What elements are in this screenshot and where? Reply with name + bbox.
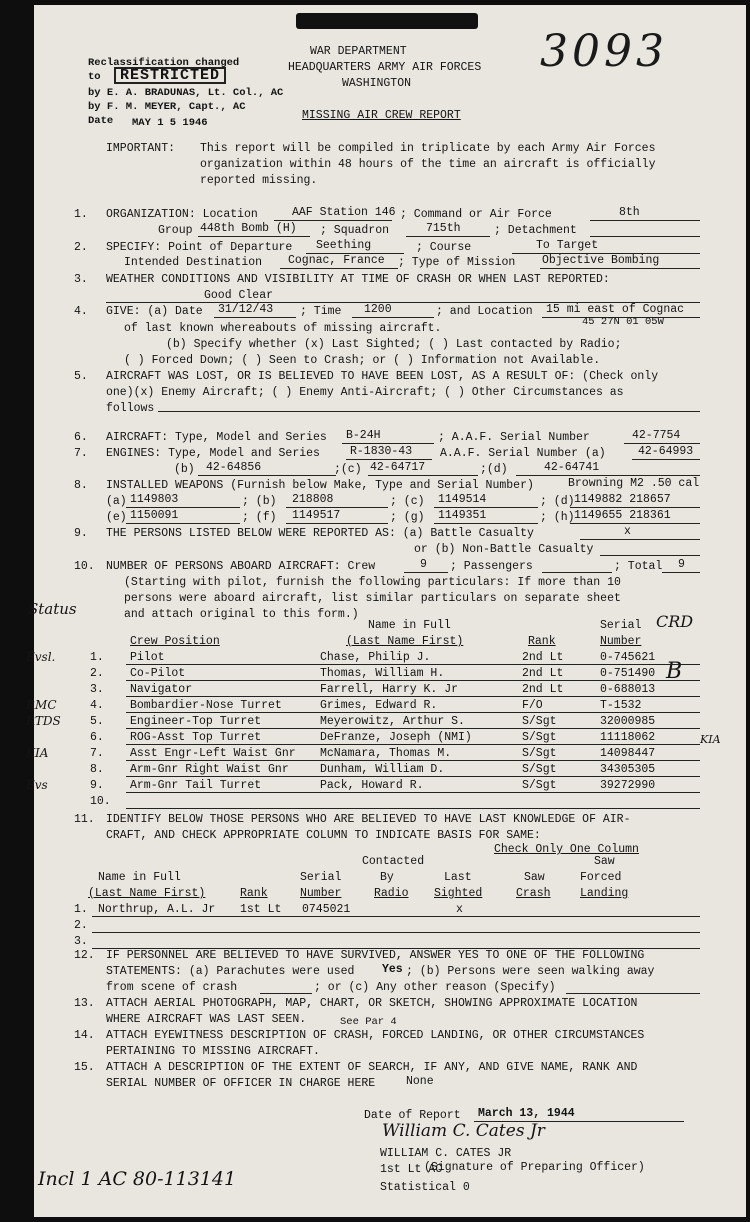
org-group: 448th Bomb (H) xyxy=(200,222,297,235)
crew-row-num: 3. xyxy=(90,683,104,696)
crew-row-rule xyxy=(126,744,700,745)
item-6-num: 6. xyxy=(74,431,88,444)
engine-serial-c: 42-64717 xyxy=(370,461,426,474)
item-13-line-1: ATTACH AERIAL PHOTOGRAPH, MAP, CHART, OR SKETCH, SHOWING APPROXIMATE LOCATION xyxy=(106,997,638,1010)
item-4-date-label: GIVE: (a) Date xyxy=(106,305,203,318)
battle-casualty-mark: x xyxy=(624,525,631,538)
item-14-num: 14. xyxy=(74,1029,95,1042)
crew-name: Farrell, Harry K. Jr xyxy=(320,683,459,696)
witness-head-name-1: Name in Full xyxy=(98,871,181,884)
crew-name: Pack, Howard R. xyxy=(320,779,424,792)
crew-status: Evsl. xyxy=(26,650,56,664)
crew-head-name-1: Name in Full xyxy=(368,619,451,632)
item-10-total-label: ; Total xyxy=(614,560,663,573)
witness-serial: 0745021 xyxy=(302,903,351,916)
crew-row-rule xyxy=(126,680,700,681)
crew-row-rule xyxy=(126,664,700,665)
officer-signature: William C. Cates Jr xyxy=(382,1121,545,1141)
weapon-serial-f: 1149517 xyxy=(292,509,341,522)
witness-row-num: 1. xyxy=(74,903,88,916)
crew-status: RMC xyxy=(26,698,57,712)
important-line-2: organization within 48 hours of the time an aircraft is officially xyxy=(200,158,656,171)
missing-coords: 45 27N 01 05W xyxy=(582,316,664,328)
item-11-line-1: IDENTIFY BELOW THOSE PERSONS WHO ARE BELIEVED TO HAVE LAST KNOWLEDGE OF AIR- xyxy=(106,813,631,826)
date-of-report-label: Date of Report xyxy=(364,1109,461,1122)
crew-position: Engineer-Top Turret xyxy=(130,715,262,728)
crew-row-num: 9. xyxy=(90,779,104,792)
item-13-line-2: WHERE AIRCRAFT WAS LAST SEEN. xyxy=(106,1013,307,1026)
weapon-label-a: (a) xyxy=(106,495,127,508)
item-11-num: 11. xyxy=(74,813,95,826)
item-4-line-2: of last known whereabouts of missing aircraft. xyxy=(124,322,442,335)
witness-row-num: 2. xyxy=(74,919,88,932)
witness-row-rule xyxy=(92,916,700,917)
witness-head-contacted-2: By xyxy=(380,871,394,884)
weapon-label-b: ; (b) xyxy=(242,495,277,508)
witness-head-last-1: Last xyxy=(444,871,472,884)
item-4-time-label: ; Time xyxy=(300,305,342,318)
witness-row-rule xyxy=(92,932,700,933)
crew-rank: 2nd Lt xyxy=(522,667,564,680)
signature-label: (Signature of Preparing Officer) xyxy=(424,1161,645,1174)
see-par-4: See Par 4 xyxy=(340,1016,397,1028)
weapon-serial-d: 1149882 218657 xyxy=(574,493,671,506)
crew-rank: F/O xyxy=(522,699,543,712)
engine-serial-d: 42-64741 xyxy=(544,461,600,474)
crew-rank: 2nd Lt xyxy=(522,651,564,664)
witness-head-forced-3: Landing xyxy=(580,887,629,900)
crew-head-rank: Rank xyxy=(528,635,556,648)
item-4-location-label: ; and Location xyxy=(436,305,533,318)
item-1-squadron-label: ; Squadron xyxy=(320,224,390,237)
item-11-line-2: CRAFT, AND CHECK APPROPRIATE COLUMN TO INDICATE BASIS FOR SAME: xyxy=(106,829,541,842)
crew-serial: 32000985 xyxy=(600,715,656,728)
item-9-line-2: or (b) Non-Battle Casualty xyxy=(414,543,594,556)
item-3-label: WEATHER CONDITIONS AND VISIBILITY AT TIME OF CRASH OR WHEN LAST REPORTED: xyxy=(106,273,610,286)
item-6-serial-label: ; A.A.F. Serial Number xyxy=(438,431,590,444)
item-5-num: 5. xyxy=(74,370,88,383)
weapon-label-c: ; (c) xyxy=(390,495,425,508)
crew-serial: 39272990 xyxy=(600,779,656,792)
crew-serial: 34305305 xyxy=(600,763,656,776)
item-12-num: 12. xyxy=(74,949,95,962)
crew-rank: S/Sgt xyxy=(522,715,557,728)
item-5-line-2: one)(x) Enemy Aircraft; ( ) Enemy Anti-Aircraft; ( ) Other Circumstances as xyxy=(106,386,624,399)
restricted-stamp: RESTRICTED xyxy=(114,67,226,84)
crew-rank: S/Sgt xyxy=(522,763,557,776)
weapon-label-h: ; (h) xyxy=(540,511,575,524)
crew-position: Navigator xyxy=(130,683,193,696)
crew-row-num: 6. xyxy=(90,731,104,744)
item-10-num: 10. xyxy=(74,560,95,573)
witness-head-saw-2: Crash xyxy=(516,887,551,900)
crew-status: KIA xyxy=(26,746,49,760)
engine-d-label: ;(d) xyxy=(480,463,508,476)
crew-serial: 14098447 xyxy=(600,747,656,760)
org-command: 8th xyxy=(619,206,640,219)
item-1-detachment-label: ; Detachment xyxy=(494,224,577,237)
departure-point: Seething xyxy=(316,239,372,252)
crew-serial: 11118062 xyxy=(600,731,656,744)
total-count: 9 xyxy=(678,558,685,571)
item-7-serial-label: A.A.F. Serial Number (a) xyxy=(440,447,606,460)
crew-position: Bombardier-Nose Turret xyxy=(130,699,282,712)
crew-rank: S/Sgt xyxy=(522,731,557,744)
officer-name: WILLIAM C. CATES JR xyxy=(380,1147,512,1160)
item-10-line-3: persons were aboard aircraft, list similar particulars on separate sheet xyxy=(124,592,621,605)
weapon-serial-c: 1149514 xyxy=(438,493,487,506)
item-9-line-1: THE PERSONS LISTED BELOW WERE REPORTED AS: (a) Battle Casualty xyxy=(106,527,534,540)
witness-head-saw-1: Saw xyxy=(524,871,545,884)
witness-head-last-2: Sighted xyxy=(434,887,483,900)
header-city: WASHINGTON xyxy=(342,77,412,90)
item-14-line-2: PERTAINING TO MISSING AIRCRAFT. xyxy=(106,1045,320,1058)
engine-b-label: (b) xyxy=(174,463,195,476)
weapon-label-e: (e) xyxy=(106,511,127,524)
margin-note-crd: CRD xyxy=(656,612,694,631)
item-1-label: ORGANIZATION: Location xyxy=(106,208,258,221)
reclass-date: MAY 1 5 1946 xyxy=(132,117,208,129)
crew-head-serial-2: Number xyxy=(600,635,642,648)
weapon-label-g: ; (g) xyxy=(390,511,425,524)
crew-row-num: 10. xyxy=(90,795,111,808)
reclass-date-label: Date xyxy=(88,115,114,127)
reclass-by-2: by F. M. MEYER, Capt., AC xyxy=(88,101,246,113)
crew-row-num: 2. xyxy=(90,667,104,680)
crew-row-rule xyxy=(126,808,700,809)
crew-rank: S/Sgt xyxy=(522,779,557,792)
crew-status: RTDS xyxy=(26,714,61,728)
header-dept: WAR DEPARTMENT xyxy=(310,45,407,58)
reclass-by-1: by E. A. BRADUNAS, Lt. Col., AC xyxy=(88,87,284,99)
officer-rank: 1st Lt AC xyxy=(380,1163,443,1176)
weapon-label-f: ; (f) xyxy=(242,511,277,524)
item-4-line-4: ( ) Forced Down; ( ) Seen to Crash; or ( ) Information not Available. xyxy=(124,354,601,367)
item-2-destination-label: Intended Destination xyxy=(124,256,263,269)
item-8-num: 8. xyxy=(74,479,88,492)
reclass-to: to xyxy=(88,71,101,83)
crew-row-num: 8. xyxy=(90,763,104,776)
weapon-serial-a: 1149803 xyxy=(130,493,179,506)
crew-name: McNamara, Thomas M. xyxy=(320,747,452,760)
item-15-line-2: SERIAL NUMBER OF OFFICER IN CHARGE HERE xyxy=(106,1077,376,1090)
crew-row-rule xyxy=(126,696,700,697)
witness-name: Northrup, A.L. Jr xyxy=(98,903,216,916)
item-5-line-1: AIRCRAFT WAS LOST, OR IS BELIEVED TO HAVE BEEN LOST, AS A RESULT OF: (Check only xyxy=(106,370,659,383)
margin-note-b: B xyxy=(666,659,683,684)
item-5-line-3: follows xyxy=(106,402,155,415)
crew-status: Evs xyxy=(26,778,48,792)
crew-rank: 2nd Lt xyxy=(522,683,564,696)
intended-destination: Cognac, France xyxy=(288,254,385,267)
missing-date: 31/12/43 xyxy=(218,303,274,316)
crew-row-rule xyxy=(126,728,700,729)
item-15-num: 15. xyxy=(74,1061,95,1074)
witness-head-name-2: (Last Name First) xyxy=(88,887,206,900)
engine-serial-b: 42-64856 xyxy=(206,461,262,474)
redaction-bar xyxy=(296,13,478,29)
item-13-num: 13. xyxy=(74,997,95,1010)
handwritten-reference: Incl 1 AC 80-113141 xyxy=(38,1168,237,1190)
reclass-line: Reclassification changed xyxy=(88,57,240,69)
item-10-passengers-label: ; Passengers xyxy=(450,560,533,573)
crew-serial: 0-751490 xyxy=(600,667,656,680)
item-10-line-2: (Starting with pilot, furnish the following particulars: If more than 10 xyxy=(124,576,621,589)
check-one-column: Check Only One Column xyxy=(494,843,639,856)
crew-position: Arm-Gnr Tail Turret xyxy=(130,779,262,792)
witness-row-num: 3. xyxy=(74,935,88,948)
witness-head-rank: Rank xyxy=(240,887,268,900)
witness-last-sighted-mark: x xyxy=(456,903,463,916)
item-3-num: 3. xyxy=(74,273,88,286)
org-location: AAF Station 146 xyxy=(292,206,396,219)
parachutes-yes: Yes xyxy=(382,963,403,976)
crew-row-num: 1. xyxy=(90,651,104,664)
engine-serial-a: 42-64993 xyxy=(638,445,694,458)
statistical-mark: Statistical 0 xyxy=(380,1181,470,1194)
header-hq: HEADQUARTERS ARMY AIR FORCES xyxy=(288,61,482,74)
report-sheet xyxy=(26,5,746,1217)
status-column-head: Status xyxy=(28,600,77,618)
item-10-label: NUMBER OF PERSONS ABOARD AIRCRAFT: Crew xyxy=(106,560,376,573)
crew-name: Thomas, William H. xyxy=(320,667,445,680)
crew-position: Arm-Gnr Right Waist Gnr xyxy=(130,763,289,776)
witness-head-contacted-3: Radio xyxy=(374,887,409,900)
margin-note-kia: KIA xyxy=(700,733,721,746)
witness-head-serial-1: Serial xyxy=(300,871,342,884)
crew-name: Meyerowitz, Arthur S. xyxy=(320,715,465,728)
crew-name: Grimes, Edward R. xyxy=(320,699,438,712)
witness-rank: 1st Lt xyxy=(240,903,282,916)
crew-name: Dunham, William D. xyxy=(320,763,445,776)
crew-serial: 0-745621 xyxy=(600,651,656,664)
crew-row-rule xyxy=(126,776,700,777)
item-2-num: 2. xyxy=(74,241,88,254)
crew-row-num: 5. xyxy=(90,715,104,728)
item-2-course-label: ; Course xyxy=(416,241,472,254)
missing-time: 1200 xyxy=(364,303,392,316)
crew-serial: 0-688013 xyxy=(600,683,656,696)
course: To Target xyxy=(536,239,599,252)
item-15-line-1: ATTACH A DESCRIPTION OF THE EXTENT OF SEARCH, IF ANY, AND GIVE NAME, RANK AND xyxy=(106,1061,638,1074)
crew-position: ROG-Asst Top Turret xyxy=(130,731,262,744)
crew-row-num: 7. xyxy=(90,747,104,760)
witness-head-contacted-1: Contacted xyxy=(362,855,425,868)
item-1-command-label: ; Command or Air Force xyxy=(400,208,552,221)
item-12-line-2b: ; (b) Persons were seen walking away xyxy=(406,965,655,978)
witness-head-serial-2: Number xyxy=(300,887,342,900)
item-10-line-4: and attach original to this form.) xyxy=(124,608,359,621)
weather-value: Good Clear xyxy=(204,289,274,302)
item-12-line-1: IF PERSONNEL ARE BELIEVED TO HAVE SURVIVED, ANSWER YES TO ONE OF THE FOLLOWING xyxy=(106,949,645,962)
item-1-group-label: Group xyxy=(158,224,193,237)
item-12-line-2a: STATEMENTS: (a) Parachutes were used xyxy=(106,965,355,978)
crew-head-serial-1: Serial xyxy=(600,619,642,632)
crew-position: Asst Engr-Left Waist Gnr xyxy=(130,747,296,760)
crew-row-rule xyxy=(126,712,700,713)
item-4-num: 4. xyxy=(74,305,88,318)
crew-serial: T-1532 xyxy=(600,699,642,712)
important-line-3: reported missing. xyxy=(200,174,318,187)
crew-rank: S/Sgt xyxy=(522,747,557,760)
officer-in-charge: None xyxy=(406,1075,434,1088)
aircraft-model: B-24H xyxy=(346,429,381,442)
crew-row-num: 4. xyxy=(90,699,104,712)
item-9-num: 9. xyxy=(74,527,88,540)
important-label: IMPORTANT: xyxy=(106,142,176,155)
item-12-line-3b: ; or (c) Any other reason (Specify) xyxy=(314,981,556,994)
missing-location: 15 mi east of Cognac xyxy=(546,303,685,316)
item-8-label: INSTALLED WEAPONS (Furnish below Make, Type and Serial Number) xyxy=(106,479,534,492)
witness-head-forced-1: Saw xyxy=(594,855,615,868)
witness-head-forced-2: Forced xyxy=(580,871,622,884)
report-title: MISSING AIR CREW REPORT xyxy=(302,109,461,122)
crew-position: Pilot xyxy=(130,651,165,664)
crew-head-position: Crew Position xyxy=(130,635,220,648)
aircraft-serial: 42-7754 xyxy=(632,429,681,442)
crew-count: 9 xyxy=(420,558,427,571)
engine-model: R-1830-43 xyxy=(350,445,413,458)
document-number: 3093 xyxy=(540,26,668,77)
weapon-serial-e: 1150091 xyxy=(130,509,179,522)
weapon-serial-g: 1149351 xyxy=(438,509,487,522)
weapon-serial-b: 218808 xyxy=(292,493,334,506)
crew-row-rule xyxy=(126,792,700,793)
item-4-line-3: (b) Specify whether (x) Last Sighted; ( ) Last contacted by Radio; xyxy=(166,338,622,351)
item-6-label: AIRCRAFT: Type, Model and Series xyxy=(106,431,327,444)
crew-name: DeFranze, Joseph (NMI) xyxy=(320,731,472,744)
item-7-label: ENGINES: Type, Model and Series xyxy=(106,447,320,460)
engine-c-label: ;(c) xyxy=(334,463,362,476)
org-squadron: 715th xyxy=(426,222,461,235)
crew-row-rule xyxy=(126,760,700,761)
crew-head-name-2: (Last Name First) xyxy=(346,635,464,648)
item-2-label: SPECIFY: Point of Departure xyxy=(106,241,293,254)
weapon-label-d: ; (d) xyxy=(540,495,575,508)
important-line-1: This report will be compiled in triplicate by each Army Air Forces xyxy=(200,142,656,155)
mission-type: Objective Bombing xyxy=(542,254,660,267)
weapon-serial-h: 1149655 218361 xyxy=(574,509,671,522)
item-2-mission-label: ; Type of Mission xyxy=(398,256,516,269)
crew-name: Chase, Philip J. xyxy=(320,651,431,664)
crew-position: Co-Pilot xyxy=(130,667,186,680)
weapons-make: Browning M2 .50 cal xyxy=(568,477,700,490)
date-of-report: March 13, 1944 xyxy=(478,1107,575,1120)
item-12-line-3: from scene of crash xyxy=(106,981,238,994)
item-14-line-1: ATTACH EYEWITNESS DESCRIPTION OF CRASH, FORCED LANDING, OR OTHER CIRCUMSTANCES xyxy=(106,1029,645,1042)
item-1-num: 1. xyxy=(74,208,88,221)
item-7-num: 7. xyxy=(74,447,88,460)
